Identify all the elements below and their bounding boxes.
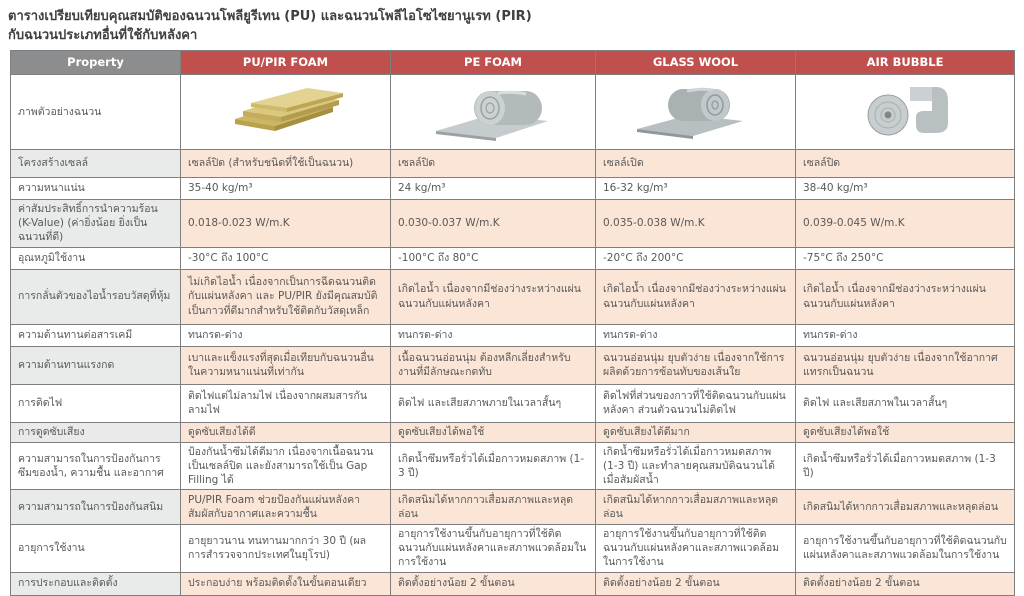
header-pu-pir-foam: PU/PIR FOAM <box>181 51 391 75</box>
page-title <box>0 0 1024 45</box>
cell-pupir: ดูดซับเสียงได้ดี <box>181 422 391 442</box>
cell-air: ติดตั้งอย่างน้อย 2 ขั้นตอน <box>796 572 1015 595</box>
cell-pupir: 35-40 kg/m³ <box>181 178 391 200</box>
cell-pupir: PU/PIR Foam ช่วยป้องกันแผ่นหลังคาสัมผัสกับอากาศและความชื้น <box>181 490 391 525</box>
header-property: Property <box>11 51 181 75</box>
cell-pupir: อายุยาวนาน ทนทานมากกว่า 30 ปี (ผลการสำรวจจากประเทศในยุโรป) <box>181 525 391 573</box>
table-row-flammability <box>11 384 1015 422</box>
table-row-cell-structure <box>11 150 1015 178</box>
table-row-chemical-resistance <box>11 324 1015 346</box>
table-row-condensation <box>11 269 1015 324</box>
property-label: การดูดซับเสียง <box>11 422 181 442</box>
title-line-2: กับฉนวนประเภทอื่นที่ใช้กับหลังคา <box>8 28 198 43</box>
property-label: ความสามารถในการป้องกันการซึมของน้ำ, ความชื้น และอากาศ <box>11 442 181 490</box>
table-row-lifespan <box>11 525 1015 573</box>
cell-pe: -100°C ถึง 80°C <box>391 247 596 269</box>
comparison-table <box>10 50 1015 596</box>
property-label: การกลั่นตัวของไอน้ำรอบวัสดุที่หุ้ม <box>11 269 181 324</box>
property-label: การประกอบและติดตั้ง <box>11 572 181 595</box>
cell-air: -75°C ถึง 250°C <box>796 247 1015 269</box>
property-label: ความต้านทานแรงกด <box>11 346 181 384</box>
cell-pupir: ประกอบง่าย พร้อมติดตั้งในขั้นตอนเดียว <box>181 572 391 595</box>
property-label: การติดไฟ <box>11 384 181 422</box>
cell-glass: เกิดไอน้ำ เนื่องจากมีช่องว่างระหว่างแผ่นฉนวนกับแผ่นหลังคา <box>596 269 796 324</box>
cell-air: ทนกรด-ด่าง <box>796 324 1015 346</box>
property-label: ความต้านทานต่อสารเคมี <box>11 324 181 346</box>
property-label: ความสามารถในการป้องกันสนิม <box>11 490 181 525</box>
property-label: โครงสร้างเซลล์ <box>11 150 181 178</box>
cell-pupir: ป้องกันน้ำซึมได้ดีมาก เนื่องจากเนื้อฉนวนเป็นเซลล์ปิด และยังสามารถใช้เป็น Gap Filling ได้ <box>181 442 391 490</box>
cell-image-glass-wool <box>596 75 796 150</box>
cell-pe: ทนกรด-ด่าง <box>391 324 596 346</box>
pe-foam-foil-roll-image <box>428 81 558 143</box>
cell-glass: ติดตั้งอย่างน้อย 2 ขั้นตอน <box>596 572 796 595</box>
cell-pe: เกิดสนิมได้หากกาวเสื่อมสภาพและหลุดล่อน <box>391 490 596 525</box>
cell-pe: อายุการใช้งานขึ้นกับอายุกาวที่ใช้ติดฉนวนกับแผ่นหลังคาและสภาพแวดล้อมในการใช้งาน <box>391 525 596 573</box>
glass-wool-roll-image <box>631 81 761 143</box>
cell-image-pupir <box>181 75 391 150</box>
table-row-density <box>11 178 1015 200</box>
property-label: ค่าสัมประสิทธิ์การนำความร้อน (K-Value) (ค่ายิ่งน้อย ยิ่งเป็นฉนวนที่ดี) <box>11 200 181 248</box>
cell-pupir: ทนกรด-ด่าง <box>181 324 391 346</box>
cell-glass: เซลล์เปิด <box>596 150 796 178</box>
cell-pe: 24 kg/m³ <box>391 178 596 200</box>
cell-pe: เกิดไอน้ำ เนื่องจากมีช่องว่างระหว่างแผ่นฉนวนกับแผ่นหลังคา <box>391 269 596 324</box>
table-row-sound-absorption <box>11 422 1015 442</box>
cell-pe: ติดไฟ และเสียสภาพภายในเวลาสั้นๆ <box>391 384 596 422</box>
table-row-images <box>11 75 1015 150</box>
table-row-temperature <box>11 247 1015 269</box>
property-label: ภาพตัวอย่างฉนวน <box>11 75 181 150</box>
table-row-rust-protection <box>11 490 1015 525</box>
cell-pupir: 0.018-0.023 W/m.K <box>181 200 391 248</box>
table-row-compression-resistance <box>11 346 1015 384</box>
header-pe-foam: PE FOAM <box>391 51 596 75</box>
header-glass-wool: GLASS WOOL <box>596 51 796 75</box>
property-label: อุณหภูมิใช้งาน <box>11 247 181 269</box>
cell-pupir: ไม่เกิดไอน้ำ เนื่องจากเป็นการฉีดฉนวนติดกับแผ่นหลังคา และ PU/PIR ยังมีคุณสมบัติเป็นกาวที่ดีมากสำหรับใช้ติดกับวัสดุเหล็ก <box>181 269 391 324</box>
cell-air: ดูดซับเสียงได้พอใช้ <box>796 422 1015 442</box>
cell-glass: -20°C ถึง 200°C <box>596 247 796 269</box>
cell-pe: เซลล์ปิด <box>391 150 596 178</box>
cell-image-pe-foam <box>391 75 596 150</box>
cell-air: 38-40 kg/m³ <box>796 178 1015 200</box>
cell-air: อายุการใช้งานขึ้นกับอายุกาวที่ใช้ติดฉนวนกับแผ่นหลังคาและสภาพแวดล้อมในการใช้งาน <box>796 525 1015 573</box>
cell-pupir: -30°C ถึง 100°C <box>181 247 391 269</box>
table-row-k-value <box>11 200 1015 248</box>
cell-air: ฉนวนอ่อนนุ่ม ยุบตัวง่าย เนื่องจากใช้อากาศแทรกเป็นฉนวน <box>796 346 1015 384</box>
cell-glass: เกิดน้ำซึมหรือรั่วได้เมื่อกาวหมดสภาพ (1-3 ปี) และทำลายคุณสมบัติฉนวนได้เมื่อสัมผัสน้ำ <box>596 442 796 490</box>
property-label: ความหนาแน่น <box>11 178 181 200</box>
cell-air: เกิดไอน้ำ เนื่องจากมีช่องว่างระหว่างแผ่นฉนวนกับแผ่นหลังคา <box>796 269 1015 324</box>
header-air-bubble: AIR BUBBLE <box>796 51 1015 75</box>
cell-pe: ติดตั้งอย่างน้อย 2 ขั้นตอน <box>391 572 596 595</box>
cell-glass: ติดไฟที่ส่วนของกาวที่ใช้ติดฉนวนกับแผ่นหลังคา ส่วนตัวฉนวนไม่ติดไฟ <box>596 384 796 422</box>
cell-pupir: ติดไฟแต่ไม่ลามไฟ เนื่องจากผสมสารกันลามไฟ <box>181 384 391 422</box>
cell-air: เกิดสนิมได้หากกาวเสื่อมสภาพและหลุดล่อน <box>796 490 1015 525</box>
pu-pir-foam-boards-image <box>221 81 351 143</box>
cell-glass: ดูดซับเสียงได้ดีมาก <box>596 422 796 442</box>
cell-air: เซลล์ปิด <box>796 150 1015 178</box>
cell-air: 0.039-0.045 W/m.K <box>796 200 1015 248</box>
cell-air: เกิดน้ำซึมหรือรั่วได้เมื่อกาวหมดสภาพ (1-3 ปี) <box>796 442 1015 490</box>
cell-image-air-bubble <box>796 75 1015 150</box>
cell-pe: 0.030-0.037 W/m.K <box>391 200 596 248</box>
property-label: อายุการใช้งาน <box>11 525 181 573</box>
cell-air: ติดไฟ และเสียสภาพในเวลาสั้นๆ <box>796 384 1015 422</box>
table-row-installation <box>11 572 1015 595</box>
cell-glass: เกิดสนิมได้หากกาวเสื่อมสภาพและหลุดล่อน <box>596 490 796 525</box>
cell-glass: อายุการใช้งานขึ้นกับอายุกาวที่ใช้ติดฉนวนกับแผ่นหลังคาและสภาพแวดล้อมในการใช้งาน <box>596 525 796 573</box>
cell-glass: 0.035-0.038 W/m.K <box>596 200 796 248</box>
table-row-water-protection <box>11 442 1015 490</box>
title-line-1: ตารางเปรียบเทียบคุณสมบัติของฉนวนโพลียูรีเทน (PU) และฉนวนโพลีไอโซไซยานูเรท (PIR) <box>8 9 532 24</box>
header-row <box>11 51 1015 75</box>
cell-pe: เนื้อฉนวนอ่อนนุ่ม ต้องหลีกเลี่ยงสำหรับงานที่มีลักษณะกดทับ <box>391 346 596 384</box>
cell-glass: ฉนวนอ่อนนุ่ม ยุบตัวง่าย เนื่องจากใช้การผลิตด้วยการซ้อนทับของเส้นใย <box>596 346 796 384</box>
cell-pe: ดูดซับเสียงได้พอใช้ <box>391 422 596 442</box>
cell-glass: ทนกรด-ด่าง <box>596 324 796 346</box>
cell-pe: เกิดน้ำซึมหรือรั่วได้เมื่อกาวหมดสภาพ (1-3 ปี) <box>391 442 596 490</box>
cell-glass: 16-32 kg/m³ <box>596 178 796 200</box>
cell-pupir: เซลล์ปิด (สำหรับชนิดที่ใช้เป็นฉนวน) <box>181 150 391 178</box>
air-bubble-foil-rolls-image <box>840 81 970 143</box>
cell-pupir: เบาและแข็งแรงที่สุดเมื่อเทียบกับฉนวนอื่นในความหนาแน่นที่เท่ากัน <box>181 346 391 384</box>
